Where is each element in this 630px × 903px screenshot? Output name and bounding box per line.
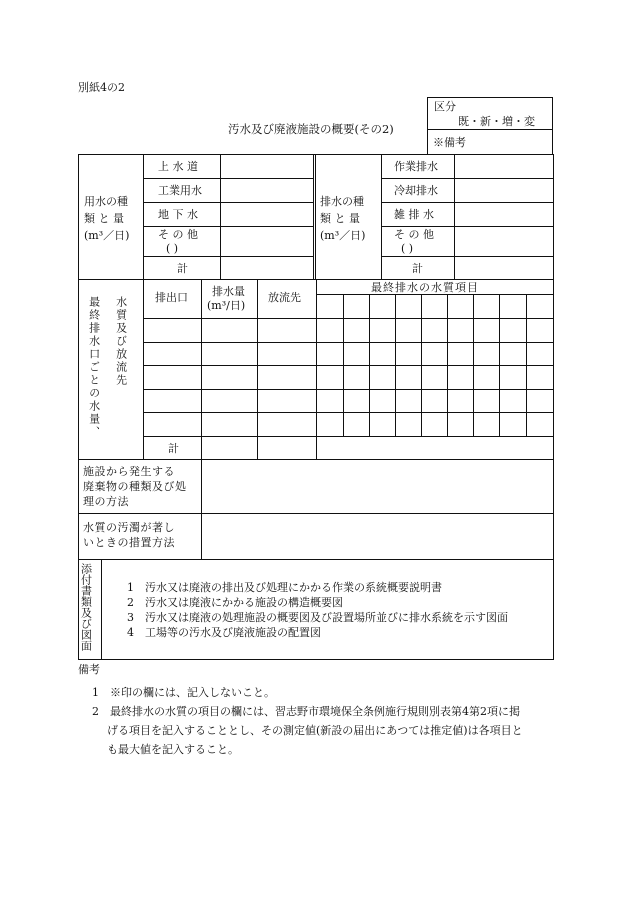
attachment-item: 3 汚水又は廃液の処理施設の概要図及び設置場所並びに排水系統を示す図面 bbox=[127, 611, 508, 624]
attachment-item: 4 工場等の汚水及び廃液施設の配置図 bbox=[127, 626, 321, 639]
drainage-heading-line-3: (m³／日) bbox=[320, 229, 366, 242]
classification-options[interactable]: 既・新・増・変 bbox=[458, 115, 535, 128]
final-outlet-vertical-label-1: 最終排水口ごとの水量、 bbox=[87, 296, 101, 439]
water-use-heading-line-3: (m³／日) bbox=[84, 229, 130, 242]
water-item-tap: 上 水 道 bbox=[158, 160, 198, 173]
attachment-item: 1 汚水又は廃液の排出及び処理にかかる作業の系統概要説明書 bbox=[127, 581, 442, 594]
drain-item-work: 作業排水 bbox=[394, 160, 438, 173]
col-outlet: 排出口 bbox=[155, 291, 188, 304]
attachments-list bbox=[127, 580, 508, 640]
water-item-industrial: 工業用水 bbox=[158, 184, 202, 197]
note-item: げる項目を記入することとし、その測定値(新設の届出にあつては推定値)は各項目と bbox=[107, 724, 523, 737]
attachment-item: 2 汚水又は廃液にかかる施設の構造概要図 bbox=[127, 596, 343, 609]
drainage-heading-line-2: 類 と 量 bbox=[320, 212, 360, 225]
water-use-heading-line-1: 用水の種 bbox=[84, 195, 128, 208]
final-outlet-vertical-label-2: 水質及び放流先 bbox=[114, 296, 128, 387]
drain-item-misc: 雑 排 水 bbox=[394, 208, 434, 221]
notes-heading: 備考 bbox=[78, 663, 100, 676]
drain-item-other-paren: ( ) bbox=[401, 242, 414, 255]
note-item: 2 最終排水の水質の項目の欄には、習志野市環境保全条例施行規則別表第4第2項に掲 bbox=[92, 705, 520, 718]
pollution-measure-label bbox=[83, 520, 175, 550]
drainage-heading-line-1: 排水の種 bbox=[320, 195, 364, 208]
waste-method-line-1: 施設から発生する bbox=[83, 465, 175, 478]
drainage-heading bbox=[320, 193, 365, 244]
waste-method-line-3: 理の方法 bbox=[83, 495, 129, 508]
water-item-ground: 地 下 水 bbox=[158, 208, 198, 221]
drain-item-cooling: 冷却排水 bbox=[394, 184, 438, 197]
drain-item-other: そ の 他 bbox=[394, 228, 434, 241]
waste-method-label bbox=[83, 464, 187, 509]
classification-label: 区分 bbox=[434, 100, 456, 113]
note-item: も最大値を記入すること。 bbox=[107, 743, 239, 756]
water-use-heading-line-2: 類 と 量 bbox=[84, 212, 124, 225]
final-outlet-total: 計 bbox=[168, 442, 179, 455]
notes-list bbox=[92, 683, 523, 759]
waste-method-line-2: 廃棄物の種類及び処 bbox=[83, 480, 187, 493]
col-destination: 放流先 bbox=[268, 291, 301, 304]
attachments-label: 添付書類及び図面 bbox=[79, 563, 93, 651]
form-number: 別紙4の2 bbox=[78, 81, 125, 94]
remarks-label: ※備考 bbox=[433, 136, 466, 149]
water-use-heading bbox=[84, 193, 129, 244]
water-item-other-paren: ( ) bbox=[166, 242, 179, 255]
pollution-measure-line-1: 水質の汚濁が著し bbox=[83, 521, 175, 534]
drain-item-total: 計 bbox=[412, 262, 423, 275]
water-item-total: 計 bbox=[177, 262, 188, 275]
col-volume-line1: 排水量 bbox=[212, 285, 245, 298]
page-title: 汚水及び廃液施設の概要(その2) bbox=[228, 122, 394, 136]
pollution-measure-line-2: いときの措置方法 bbox=[83, 536, 175, 549]
note-item: 1 ※印の欄には、記入しないこと。 bbox=[92, 686, 275, 699]
water-item-other: そ の 他 bbox=[158, 228, 198, 241]
col-quality: 最終排水の水質項目 bbox=[371, 281, 479, 294]
col-volume-line2: (m³/日) bbox=[207, 299, 246, 312]
